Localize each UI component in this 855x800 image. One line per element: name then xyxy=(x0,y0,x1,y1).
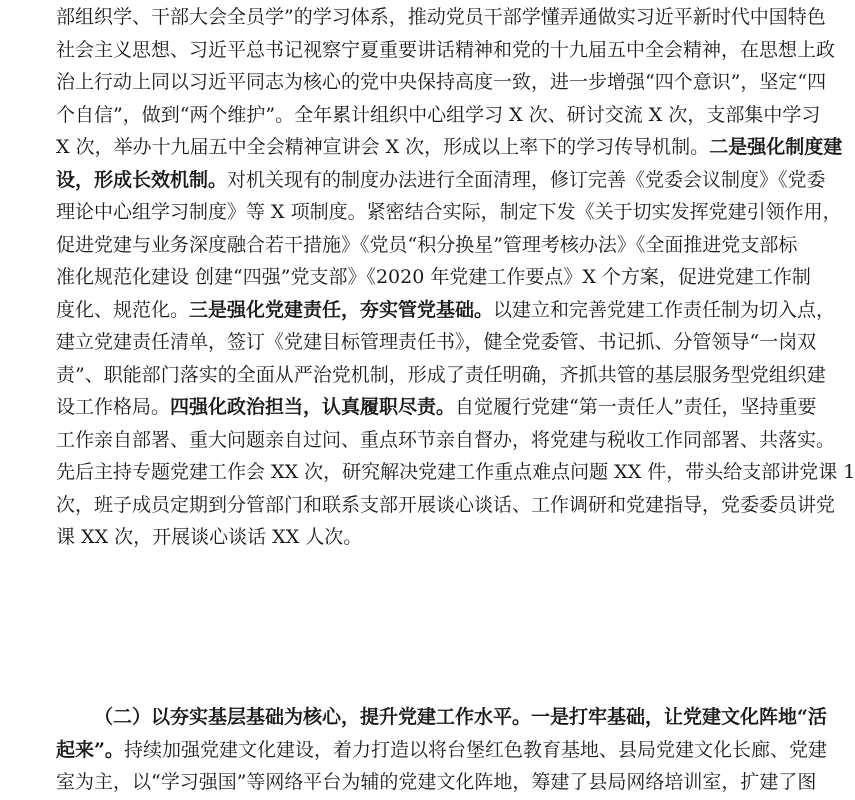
text-line xyxy=(56,67,827,97)
text-run: 室为主，以“学习强国”等网络平台为辅的党建文化阵地，筹建了县局网络培训室，扩建了图 xyxy=(56,771,817,793)
text-run: 责”、职能部门落实的全面从严治党机制，形成了责任明确，齐抓共管的基层服务型党组织建 xyxy=(56,363,826,386)
text-run: 设工作格局。 xyxy=(56,396,171,418)
text-run: 理论中心组学习制度》等 X 项制度。紧密结合实际，制定下发《关于切实发挥党建引领作用， xyxy=(56,201,842,223)
text-run: 工作亲自部署、重大问题亲自过问、重点环节亲自督办，将党建与税收工作同部署、共落实。 xyxy=(56,428,836,451)
text-run: 以建立和完善党建工作责任制为切入点， xyxy=(493,298,836,321)
bold-text-run: （二）以夯实基层基础为核心，提升党建工作水平。一是打牢基础，让党建文化阵地“活 xyxy=(94,706,827,728)
text-run: 持续加强党建文化建设，着力打造以将台堡红色教育基地、县局党建文化长廊、党建 xyxy=(123,738,827,761)
bold-text-run: 三是强化党建责任，夯实管党基础。 xyxy=(189,298,494,321)
text-run: 社会主义思想、习近平总书记视察宁夏重要讲话精神和党的十九届五中全会精神，在思想上政 xyxy=(56,38,836,61)
text-run: 度化、规范化。 xyxy=(56,298,190,321)
text-line xyxy=(56,230,798,260)
bold-text-run: 四强化政治担当，认真履职尽责。 xyxy=(170,396,456,418)
text-run: 先后主持专题党建工作会 XX 次，研究解决党建工作重点难点问题 XX 件，带头给支部讲党课 1 xyxy=(56,461,855,483)
text-line xyxy=(56,522,746,552)
text-run: 对机关现有的制度办法进行全面清理，修订完善《党委会议制度》《党委 xyxy=(227,168,826,191)
text-line xyxy=(56,425,836,455)
text-line xyxy=(56,702,827,732)
bold-text-run: 设，形成长效机制。 xyxy=(56,168,228,191)
text-line xyxy=(56,262,811,292)
text-run: 准化规范化建设 创建“四强”党支部》《2020 年党建工作要点》X 个方案，促进党建工作制 xyxy=(56,266,811,288)
text-line xyxy=(56,2,826,32)
text-line xyxy=(56,100,821,130)
text-run: 课 XX 次，开展谈心谈话 XX 人次。 xyxy=(56,526,363,548)
text-line xyxy=(56,295,836,325)
text-line xyxy=(56,767,817,797)
text-run: 促进党建与业务深度融合若干措施》《党员“积分换星”管理考核办法》《全面推进党支部标 xyxy=(56,233,798,256)
text-line xyxy=(56,197,842,227)
text-run: 建立党建责任清单，签订《党建目标管理责任书》，健全党委管、书记抓、分管领导“一岗双 xyxy=(56,331,817,353)
text-run: 次，班子成员定期到分管部门和联系支部开展谈心谈话、工作调研和党建指导，党委委员讲党 xyxy=(56,493,836,516)
text-line xyxy=(56,490,836,520)
text-line xyxy=(56,327,817,357)
text-line xyxy=(56,165,826,195)
bold-text-run: 二是强化制度建 xyxy=(709,136,843,158)
text-run: 部组织学、干部大会全员学”的学习体系，推动党员干部学懂弄通做实习近平新时代中国特色 xyxy=(56,6,826,28)
text-run: 治上行动上同以习近平同志为核心的党中央保持高度一致，进一步增强“四个意识”，坚定“四 xyxy=(56,71,827,93)
text-line xyxy=(56,132,843,162)
bold-text-run: 起来”。 xyxy=(56,738,124,761)
text-line xyxy=(56,392,817,422)
text-run: X 次，举办十九届五中全会精神宣讲会 X 次，形成以上率下的学习传导机制。 xyxy=(56,136,710,158)
text-line xyxy=(56,735,827,765)
text-line xyxy=(56,360,826,390)
text-line xyxy=(56,457,855,487)
text-run: 自觉履行党建“第一责任人”责任，坚持重要 xyxy=(455,396,817,418)
text-line xyxy=(56,35,836,65)
text-run: 个自信”，做到“两个维护”。全年累计组织中心组学习 X 次、研讨交流 X 次，支部集中学习 xyxy=(56,103,821,126)
